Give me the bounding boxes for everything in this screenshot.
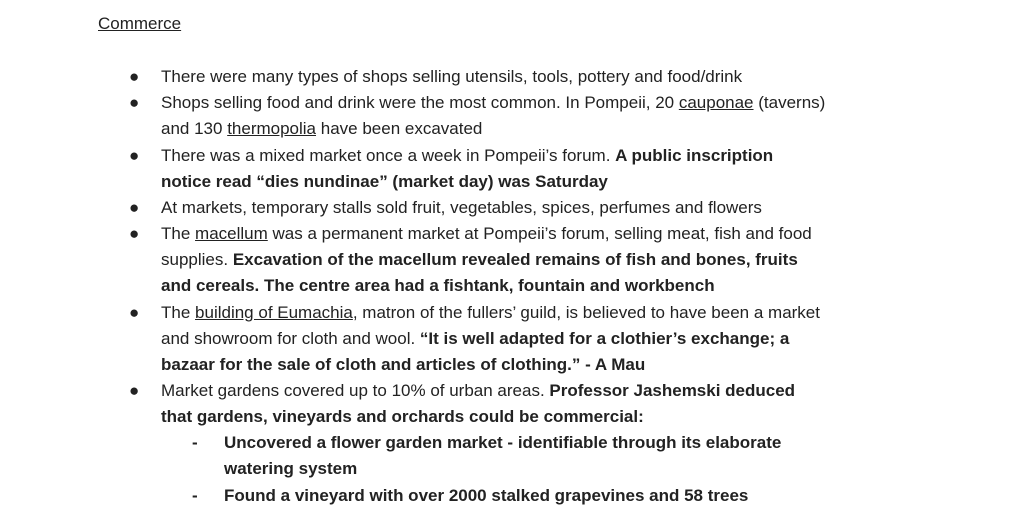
list-item-line: The macellum was a permanent market at Pompeii’s forum, selling meat, fish and food <box>161 224 812 243</box>
term-link[interactable]: building of Eumachia <box>195 303 353 322</box>
list-item-line: At markets, temporary stalls sold fruit, vegetables, spices, perfumes and flowers <box>161 198 762 217</box>
dash-marker: - <box>192 486 198 505</box>
list-item-line: The building of Eumachia, matron of the fullers’ guild, is believed to have been a market <box>161 303 820 322</box>
list-item-line: and 130 thermopolia have been excavated <box>161 119 483 138</box>
list-item-line: and showroom for cloth and wool. “It is well adapted for a clothier’s exchange; a <box>161 329 790 348</box>
bullet-icon: ● <box>129 198 140 217</box>
bullet-icon: ● <box>129 67 140 86</box>
list-item-line: Market gardens covered up to 10% of urban areas. Professor Jashemski deduced <box>161 381 796 400</box>
list-item-line: notice read “dies nundinae” (market day) was Saturday <box>161 172 608 191</box>
list-item-line: There were many types of shops selling utensils, tools, pottery and food/drink <box>161 67 743 86</box>
bullet-icon: ● <box>129 224 140 243</box>
term-link[interactable]: cauponae <box>678 93 754 112</box>
sub-list-item-line: Uncovered a flower garden market - identifiable through its elaborate <box>224 433 782 452</box>
bullet-icon: ● <box>129 93 140 112</box>
list-item-line: Shops selling food and drink were the most common. In Pompeii, 20 cauponae (taverns) <box>161 93 826 112</box>
list-item-line: that gardens, vineyards and orchards could be commercial: <box>161 407 644 426</box>
sub-list-item-line: watering system <box>224 459 358 478</box>
bullet-icon: ● <box>129 146 140 165</box>
list-item-line: There was a mixed market once a week in Pompeii’s forum. A public inscription <box>161 146 774 165</box>
term-link[interactable]: macellum <box>195 224 268 243</box>
term-link[interactable]: thermopolia <box>227 119 317 138</box>
bullet-icon: ● <box>129 303 140 322</box>
dash-marker: - <box>192 433 198 452</box>
list-item-line: bazaar for the sale of cloth and articles of clothing.” - A Mau <box>161 355 646 374</box>
bullet-icon: ● <box>129 381 140 400</box>
sub-list-item-line: Found a vineyard with over 2000 stalked grapevines and 58 trees <box>224 486 749 505</box>
section-heading: Commerce <box>98 14 182 33</box>
list-item-line: supplies. Excavation of the macellum revealed remains of fish and bones, fruits <box>161 250 798 269</box>
list-item-line: and cereals. The centre area had a fishtank, fountain and workbench <box>161 276 715 295</box>
